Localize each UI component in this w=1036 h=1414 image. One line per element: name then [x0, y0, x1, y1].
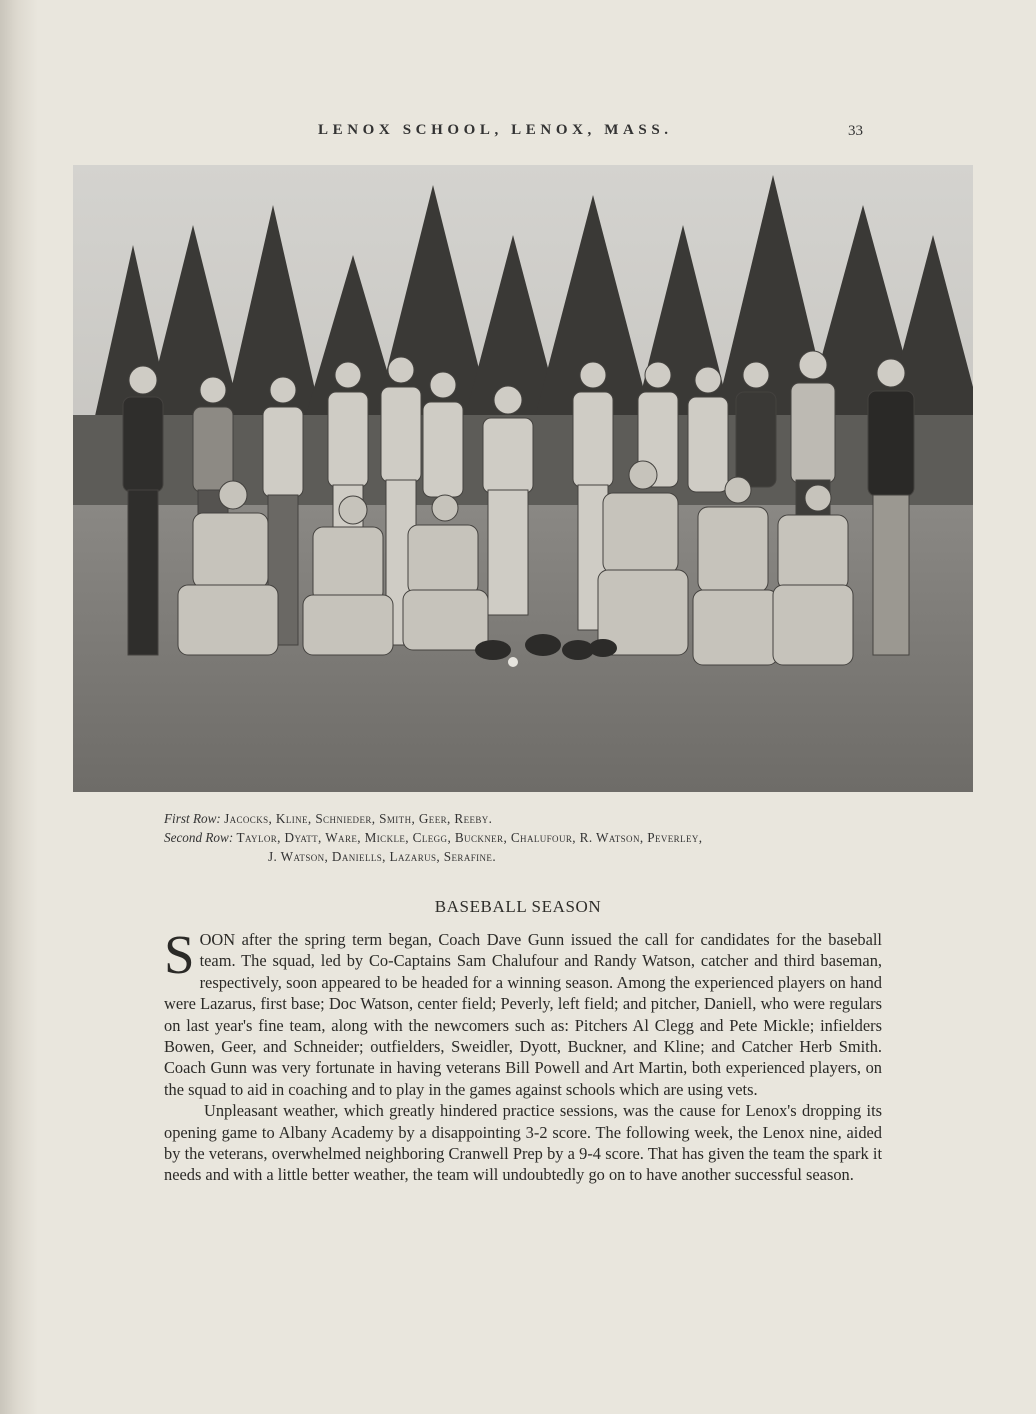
article-body [164, 924, 882, 1186]
team-photo-image [73, 165, 973, 792]
caption-first-row-names: Jacocks, Kline, Schnieder, Smith, Geer, Reeby. [224, 811, 493, 826]
caption-second-row-names-1: Taylor, Dyatt, Ware, Mickle, Clegg, Buckner, Chalufour, R. Watson, Peverley, [236, 830, 703, 845]
page-binding-shadow [0, 0, 38, 1414]
caption-second-row [164, 828, 904, 847]
drop-cap: S [164, 924, 195, 985]
team-photo [73, 165, 973, 792]
paragraph-1 [164, 924, 882, 1100]
photo-caption [164, 809, 904, 866]
page-header [0, 122, 1036, 146]
paragraph-2: Unpleasant weather, which greatly hindered practice sessions, was the cause for Lenox's dropping its opening game to Albany Academy by a disappointing 3-2 score. The following week, the Lenox nine, aided by the veterans, overwhelmed neighboring Cranwell Prep by a 9-4 score. That has given the team the spark it needs and with a little better weather, the team will undoubtedly go on to have another successful season. [164, 1101, 882, 1185]
running-head: LENOX SCHOOL, LENOX, MASS. [318, 122, 673, 138]
paragraph-1-text: OON after the spring term began, Coach Dave Gunn issued the call for candidates for the baseball team. The squad, led by Co-Captains Sam Chalufour and Randy Watson, catcher and third baseman, respectively, soon appeared to be headed for a winning season. Among the experienced players on hand were Lazarus, first base; Doc Watson, center field; Peverly, left field; and pitcher, Daniell, who were regulars on last year's fine team, along with the newcomers such as: Pitchers Al Clegg and Pete Mickle; infielders Bowen, Geer, and Schneider; outfielders, Sweidler, Dyott, Buckner, and Kline; and Catcher Herb Smith. Coach Gunn was very fortunate in having veterans Bill Powell and Art Martin, both experienced players, on the squad to aid in coaching and to play in the games against schools which are using vets. [164, 930, 882, 1099]
page-number: 33 [848, 123, 863, 139]
section-title: BASEBALL SEASON [434, 897, 602, 916]
caption-second-row-continued [164, 847, 904, 866]
caption-first-row [164, 809, 904, 828]
caption-second-row-names-2: J. Watson, Daniells, Lazarus, Serafine. [268, 849, 497, 864]
caption-second-row-label: Second Row: [164, 830, 234, 845]
caption-first-row-label: First Row: [164, 811, 221, 826]
